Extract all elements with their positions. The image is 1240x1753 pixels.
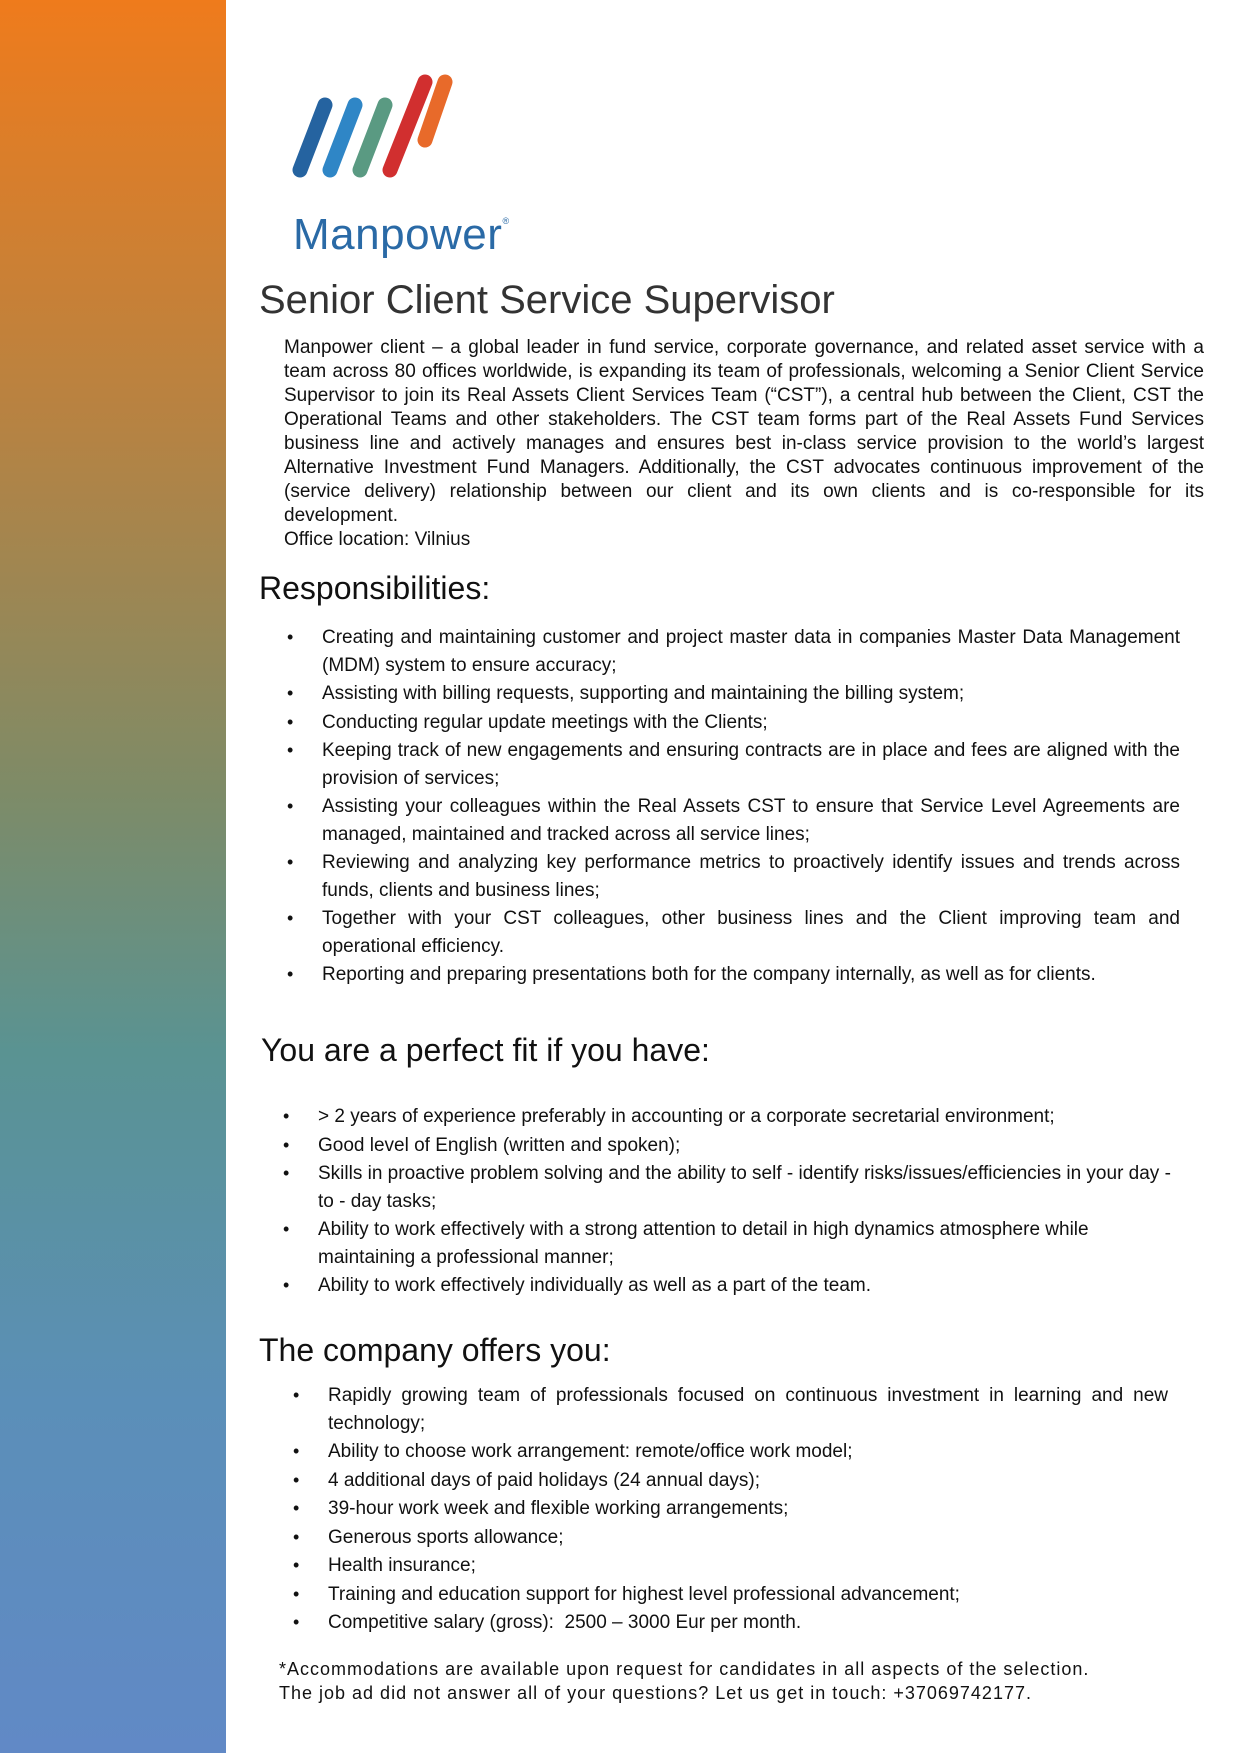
list-item: • Ability to choose work arrangement: remote/office work model; [293, 1438, 1168, 1466]
list-item: • Assisting with billing requests, supporting and maintaining the billing system; [287, 680, 1180, 708]
office-location: Office location: Vilnius [284, 529, 471, 550]
list-item: • Together with your CST colleagues, other business lines and the Client improving team and operational efficiency. [287, 905, 1180, 960]
list-item: • 4 additional days of paid holidays (24 annual days); [293, 1467, 1168, 1495]
intro-section [284, 336, 1204, 552]
list-item: • Keeping track of new engagements and ensuring contracts are in place and fees are aligned with the provision of services; [287, 737, 1180, 792]
offers-list [293, 1382, 1168, 1638]
list-item: • Generous sports allowance; [293, 1524, 1168, 1552]
decorative-side-band [0, 0, 226, 1753]
requirements-list [283, 1103, 1183, 1301]
list-item: • Competitive salary (gross): 2500 – 3000 Eur per month. [293, 1609, 1168, 1637]
contact-note: The job ad did not answer all of your questions? Let us get in touch: +37069742177. [279, 1683, 1032, 1703]
list-item: • Reporting and preparing presentations both for the company internally, as well as for clients. [287, 961, 1180, 989]
list-item: • > 2 years of experience preferably in accounting or a corporate secretarial environment; [283, 1103, 1183, 1131]
accommodations-note: *Accommodations are available upon request for candidates in all aspects of the selection. [279, 1659, 1090, 1679]
list-item: • Creating and maintaining customer and project master data in companies Master Data Management (MDM) system to ensure accuracy; [287, 624, 1180, 679]
manpower-stripes-icon [290, 70, 530, 190]
list-item: • Ability to work effectively individually as well as a part of the team. [283, 1272, 1183, 1300]
offers-heading: The company offers you: [259, 1332, 611, 1368]
intro-paragraph: Manpower client – a global leader in fund service, corporate governance, and related asset service with a team across 80 offices worldwide, is expanding its team of professionals, welcoming a Senior Client Service Supervisor to join its Real Assets Client Services Team (“CST”), a central hub between the Client, CST the Operational Teams and other stakeholders. The CST team forms part of the Real Assets Fund Services business line and actively manages and ensures best in-class service provision to the world’s largest Alternative Investment Fund Managers. Additionally, the CST advocates continuous improvement of the (service delivery) relationship between our client and its own clients and is co-responsible for its development. [284, 337, 1204, 526]
list-item: • Reviewing and analyzing key performance metrics to proactively identify issues and trends across funds, clients and business lines; [287, 849, 1180, 904]
footnote [279, 1657, 1209, 1705]
list-item: • Rapidly growing team of professionals focused on continuous investment in learning and new technology; [293, 1382, 1168, 1437]
requirements-heading: You are a perfect fit if you have: [261, 1032, 710, 1068]
responsibilities-list [287, 624, 1180, 990]
list-item: • Ability to work effectively with a strong attention to detail in high dynamics atmosphere while maintaining a professional manner; [283, 1216, 1183, 1271]
job-title: Senior Client Service Supervisor [259, 278, 835, 322]
list-item: • Training and education support for highest level professional advancement; [293, 1581, 1168, 1609]
list-item: • Health insurance; [293, 1552, 1168, 1580]
list-item: • Conducting regular update meetings with the Clients; [287, 709, 1180, 737]
responsibilities-heading: Responsibilities: [259, 570, 491, 606]
list-item: • 39-hour work week and flexible working arrangements; [293, 1495, 1168, 1523]
list-item: • Assisting your colleagues within the Real Assets CST to ensure that Service Level Agreements are managed, maintained and tracked across all service lines; [287, 793, 1180, 848]
list-item: • Good level of English (written and spoken); [283, 1132, 1183, 1160]
list-item: • Skills in proactive problem solving and the ability to self - identify risks/issues/efficiencies in your day - to - day tasks; [283, 1160, 1183, 1215]
brand-wordmark: Manpower® [293, 210, 510, 259]
